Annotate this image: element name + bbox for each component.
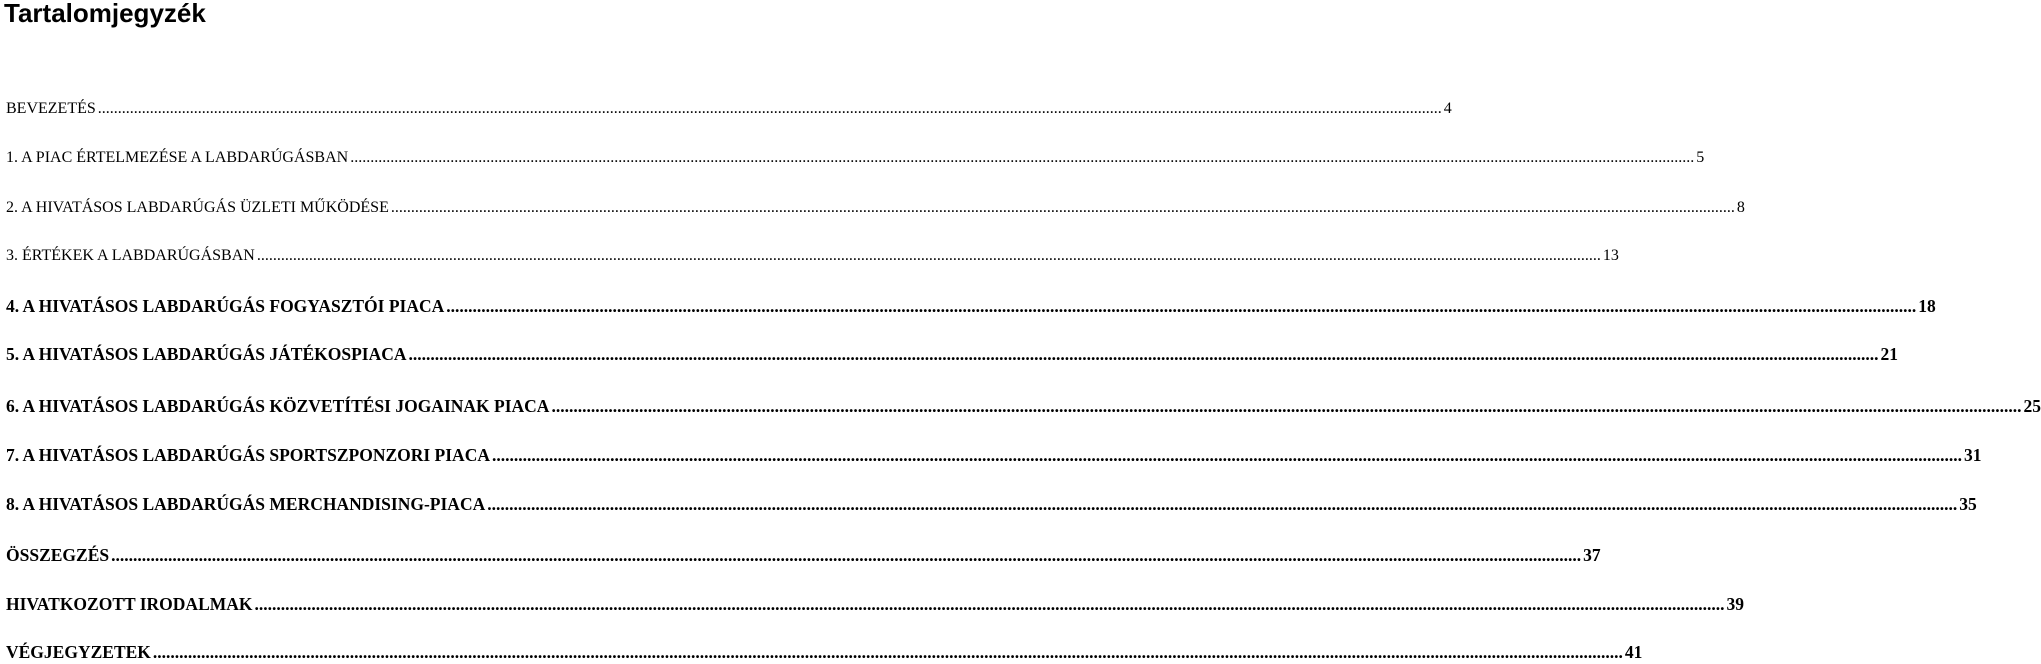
toc-entry-page: 5 (1696, 149, 1705, 166)
toc-entry-hivatkozott-irodalmak[interactable] (6, 592, 1745, 616)
toc-entry-page: 25 (2023, 396, 2041, 416)
toc-entry-chapter-6[interactable] (6, 394, 2041, 418)
toc-entry-label: 7. A HIVATÁSOS LABDARÚGÁS SPORTSZPONZORI PIACA (6, 445, 490, 465)
toc-entry-label: 8. A HIVATÁSOS LABDARÚGÁS MERCHANDISING-PIACA (6, 494, 486, 514)
toc-entry-label: VÉGJEGYZETEK (6, 642, 151, 662)
toc-dot-leader (444, 294, 1918, 318)
toc-entry-label: 2. A HIVATÁSOS LABDARÚGÁS ÜZLETI MŰKÖDÉSE (6, 199, 389, 216)
toc-entry-label: ÖSSZEGZÉS (6, 545, 110, 565)
toc-dot-leader (151, 640, 1625, 664)
toc-entry-bevezetes[interactable] (6, 97, 1452, 121)
toc-entry-label: BEVEZETÉS (6, 100, 96, 117)
toc-entry-chapter-3[interactable] (6, 244, 1619, 268)
toc-entry-label: HIVATKOZOTT IRODALMAK (6, 594, 253, 614)
toc-entry-chapter-1[interactable] (6, 146, 1705, 170)
toc-entry-label: 6. A HIVATÁSOS LABDARÚGÁS KÖZVETÍTÉSI JOGAINAK PIACA (6, 396, 550, 416)
toc-entry-chapter-4[interactable] (6, 294, 1936, 318)
toc-entry-chapter-5[interactable] (6, 342, 1898, 366)
toc-entry-label: 5. A HIVATÁSOS LABDARÚGÁS JÁTÉKOSPIACA (6, 344, 407, 364)
toc-entry-page: 13 (1602, 247, 1619, 264)
toc-entry-label: 4. A HIVATÁSOS LABDARÚGÁS FOGYASZTÓI PIACA (6, 296, 445, 316)
toc-entry-page: 8 (1736, 199, 1745, 216)
toc-entry-label: 3. ÉRTÉKEK A LABDARÚGÁSBAN (6, 247, 255, 264)
toc-entry-page: 4 (1443, 100, 1452, 117)
toc-entry-label: 1. A PIAC ÉRTELMEZÉSE A LABDARÚGÁSBAN (6, 149, 349, 166)
toc-entry-chapter-7[interactable] (6, 443, 1982, 467)
toc-dot-leader (485, 492, 1959, 516)
toc-entry-chapter-2[interactable] (6, 196, 1745, 220)
toc-entry-page: 35 (1959, 494, 1977, 514)
toc-dot-leader (389, 196, 1737, 220)
toc-dot-leader (253, 592, 1727, 616)
toc-entry-page: 21 (1880, 344, 1898, 364)
toc-entry-page: 18 (1918, 296, 1936, 316)
toc-dot-leader (109, 543, 1583, 567)
toc-entry-vegjegyzetek[interactable] (6, 640, 1643, 664)
toc-entry-page: 31 (1963, 445, 1982, 465)
toc-entry-page: 41 (1624, 642, 1643, 662)
toc-dot-leader (549, 394, 2023, 418)
toc-dot-leader (255, 244, 1603, 268)
toc-title: Tartalomjegyzék (4, 0, 206, 28)
toc-dot-leader (406, 342, 1880, 366)
toc-dot-leader (348, 146, 1696, 170)
toc-dot-leader (96, 97, 1444, 121)
toc-entry-chapter-8[interactable] (6, 492, 1977, 516)
toc-entry-osszegzes[interactable] (6, 543, 1601, 567)
toc-entry-page: 39 (1726, 594, 1745, 614)
toc-entry-page: 37 (1583, 545, 1601, 565)
toc-dot-leader (490, 443, 1964, 467)
